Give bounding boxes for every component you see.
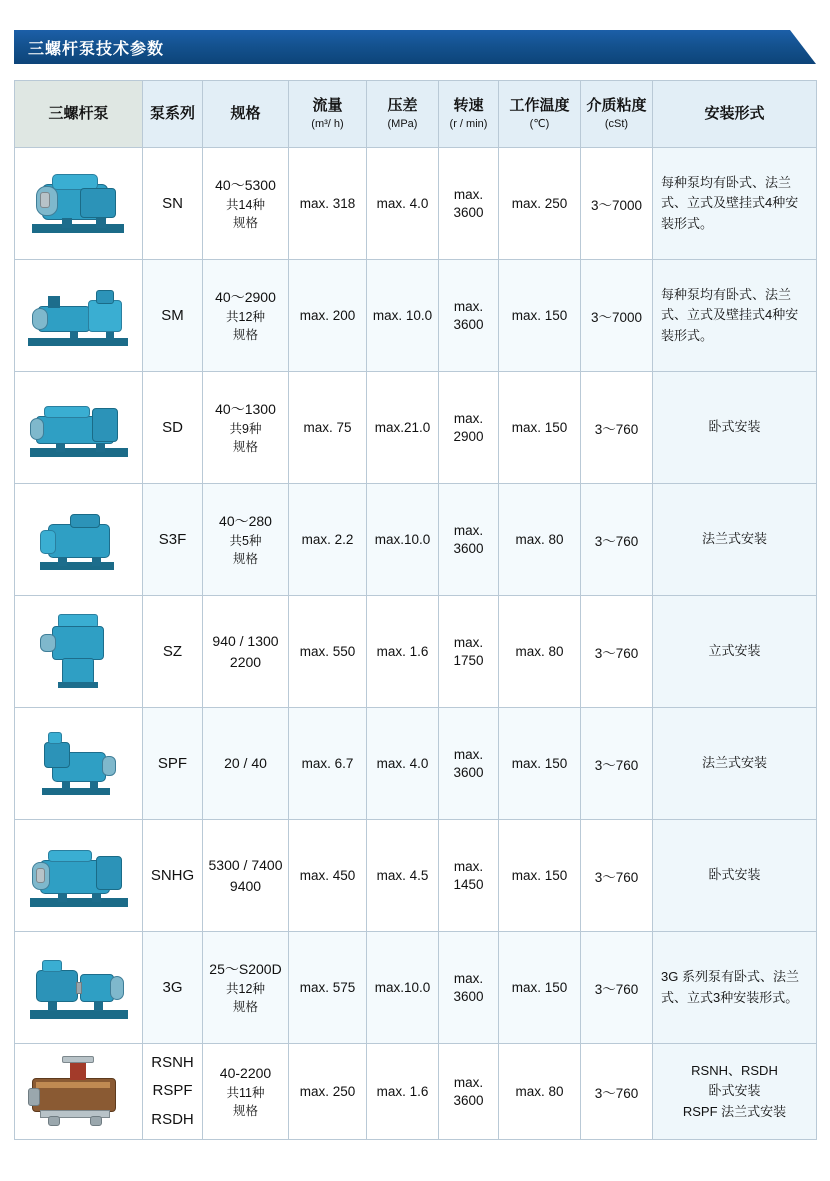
speed-line1: max. <box>453 634 484 650</box>
cell-speed <box>439 484 499 596</box>
cell-pressure: max. 10.0 <box>367 260 439 372</box>
cell-viscosity: 3～760 <box>581 820 653 932</box>
table-header <box>15 81 817 148</box>
column-header-unit: (r / min) <box>449 117 488 130</box>
speed-line1: max. <box>453 298 484 314</box>
cell-pressure: max. 1.6 <box>367 1044 439 1140</box>
table-row <box>15 708 817 820</box>
cell-temperature: max. 150 <box>499 372 581 484</box>
speed-line1: max. <box>453 1074 484 1090</box>
column-header-spec <box>203 81 289 148</box>
pump-image-cell <box>15 596 143 708</box>
table-row <box>15 820 817 932</box>
spec-main: 5300 / 7400 <box>208 857 283 874</box>
column-header-speed <box>439 81 499 148</box>
pump-image-cell <box>15 484 143 596</box>
pump-snhg-icon <box>18 826 140 926</box>
cell-spec <box>203 372 289 484</box>
series-line1: RSNH <box>151 1053 194 1071</box>
table-body <box>15 148 817 1140</box>
column-header-label: 泵系列 <box>149 104 195 122</box>
speed-line1: max. <box>453 858 484 874</box>
series-line2: RSPF <box>152 1082 193 1100</box>
speed-line2: 3600 <box>453 988 484 1004</box>
speed-line1: max. <box>453 746 484 762</box>
cell-pressure: max. 4.0 <box>367 148 439 260</box>
spec-main: 40～2900 <box>215 289 276 306</box>
cell-temperature: max. 80 <box>499 484 581 596</box>
speed-line2: 3600 <box>453 1092 484 1108</box>
spec-main: 20 / 40 <box>224 755 267 772</box>
cell-viscosity: 3～7000 <box>581 260 653 372</box>
cell-speed <box>439 708 499 820</box>
spec-sub2: 规格 <box>232 999 258 1014</box>
table-row <box>15 260 817 372</box>
section-header-bar <box>14 30 816 64</box>
pump-spf-icon <box>18 714 140 814</box>
pump-rsnh-icon <box>18 1048 140 1136</box>
column-header-label: 流量 <box>312 96 343 114</box>
speed-line1: max. <box>453 522 484 538</box>
pump-image-cell <box>15 372 143 484</box>
spec-table <box>14 80 817 1140</box>
spec-sub2: 规格 <box>232 327 258 342</box>
cell-pressure: max. 1.6 <box>367 596 439 708</box>
spec-sub1: 共14种 <box>226 197 265 212</box>
column-header-series <box>143 81 203 148</box>
column-header-label: 规格 <box>230 104 261 122</box>
cell-speed <box>439 148 499 260</box>
table-row <box>15 1044 817 1140</box>
cell-speed <box>439 596 499 708</box>
column-header-install <box>653 81 817 148</box>
pump-3g-icon <box>18 938 140 1038</box>
cell-series: SZ <box>143 596 203 708</box>
cell-install: 卧式安装 <box>653 820 817 932</box>
cell-speed <box>439 260 499 372</box>
cell-series: SPF <box>143 708 203 820</box>
column-header-label: 三螺杆泵 <box>48 104 109 122</box>
speed-line1: max. <box>453 186 484 202</box>
cell-spec <box>203 932 289 1044</box>
cell-series: 3G <box>143 932 203 1044</box>
cell-pressure: max.10.0 <box>367 484 439 596</box>
cell-temperature: max. 80 <box>499 596 581 708</box>
spec-sub1: 共11种 <box>226 1085 265 1100</box>
cell-temperature: max. 150 <box>499 932 581 1044</box>
speed-line2: 3600 <box>453 316 484 332</box>
pump-sd-icon <box>18 378 140 478</box>
page-title: 三螺杆泵技术参数 <box>28 40 165 58</box>
table-row <box>15 932 817 1044</box>
cell-install <box>653 1044 817 1140</box>
install-line1: RSNH、RSDH <box>691 1063 778 1079</box>
pump-image-cell <box>15 260 143 372</box>
series-line3: RSDH <box>151 1110 194 1128</box>
column-header-label: 安装形式 <box>704 104 765 122</box>
table-header-row <box>15 81 817 148</box>
column-header-flow <box>289 81 367 148</box>
column-header-viscosity <box>581 81 653 148</box>
cell-install: 法兰式安装 <box>653 484 817 596</box>
cell-install: 3G 系列泵有卧式、法兰式、立式3种安装形式。 <box>653 932 817 1044</box>
spec-main: 940 / 1300 <box>212 633 279 650</box>
cell-series: SN <box>143 148 203 260</box>
cell-flow: max. 6.7 <box>289 708 367 820</box>
pump-s3f-icon <box>18 490 140 590</box>
cell-pressure: max.10.0 <box>367 932 439 1044</box>
cell-speed <box>439 1044 499 1140</box>
speed-line2: 3600 <box>453 204 484 220</box>
spec-main: 40～5300 <box>215 177 276 194</box>
column-header-pump-image <box>15 81 143 148</box>
cell-speed <box>439 372 499 484</box>
spec-sub1: 2200 <box>229 653 262 670</box>
spec-main: 40-2200 <box>219 1065 272 1082</box>
cell-viscosity: 3～760 <box>581 484 653 596</box>
column-header-unit: (℃) <box>529 117 550 130</box>
cell-install: 每种泵均有卧式、法兰式、立式及壁挂式4种安装形式。 <box>653 148 817 260</box>
cell-series: SM <box>143 260 203 372</box>
column-header-label: 介质粘度 <box>586 96 647 114</box>
column-header-unit: (cSt) <box>604 117 629 130</box>
cell-flow: max. 318 <box>289 148 367 260</box>
cell-series: S3F <box>143 484 203 596</box>
cell-temperature: max. 150 <box>499 820 581 932</box>
table-row <box>15 148 817 260</box>
column-header-unit: (MPa) <box>387 117 418 130</box>
cell-flow: max. 250 <box>289 1044 367 1140</box>
install-line2: 卧式安装 <box>708 1083 761 1099</box>
cell-spec <box>203 708 289 820</box>
spec-sub1: 共9种 <box>229 421 262 436</box>
spec-main: 40～280 <box>219 513 272 530</box>
pump-sz-icon <box>18 602 140 702</box>
cell-spec <box>203 484 289 596</box>
page-root <box>0 30 830 1181</box>
cell-temperature: max. 80 <box>499 1044 581 1140</box>
column-header-label: 压差 <box>387 96 418 114</box>
table-row <box>15 484 817 596</box>
pump-image-cell <box>15 820 143 932</box>
cell-spec <box>203 148 289 260</box>
cell-flow: max. 450 <box>289 820 367 932</box>
cell-flow: max. 75 <box>289 372 367 484</box>
cell-viscosity: 3～760 <box>581 1044 653 1140</box>
cell-viscosity: 3～760 <box>581 596 653 708</box>
pump-sm-icon <box>18 266 140 366</box>
spec-sub2: 规格 <box>232 439 258 454</box>
cell-series <box>143 1044 203 1140</box>
spec-sub2: 规格 <box>232 551 258 566</box>
cell-install: 每种泵均有卧式、法兰式、立式及壁挂式4种安装形式。 <box>653 260 817 372</box>
column-header-label: 转速 <box>453 96 484 114</box>
cell-spec <box>203 260 289 372</box>
column-header-unit: (m³/ h) <box>311 117 344 130</box>
column-header-label: 工作温度 <box>509 96 570 114</box>
cell-flow: max. 550 <box>289 596 367 708</box>
speed-line2: 1450 <box>453 876 484 892</box>
speed-line2: 1750 <box>453 652 484 668</box>
speed-line1: max. <box>453 410 484 426</box>
cell-flow: max. 575 <box>289 932 367 1044</box>
install-line3: RSPF 法兰式安装 <box>682 1103 787 1119</box>
spec-sub1: 9400 <box>229 877 262 894</box>
spec-main: 25～S200D <box>209 961 282 978</box>
pump-sn-icon <box>18 154 140 254</box>
cell-flow: max. 2.2 <box>289 484 367 596</box>
speed-line2: 3600 <box>453 540 484 556</box>
spec-sub2: 规格 <box>232 215 258 230</box>
cell-install: 法兰式安装 <box>653 708 817 820</box>
cell-viscosity: 3～760 <box>581 372 653 484</box>
cell-speed <box>439 820 499 932</box>
cell-spec <box>203 596 289 708</box>
column-header-pressure <box>367 81 439 148</box>
cell-series: SNHG <box>143 820 203 932</box>
cell-pressure: max.21.0 <box>367 372 439 484</box>
speed-line2: 2900 <box>453 428 484 444</box>
cell-viscosity: 3～760 <box>581 932 653 1044</box>
cell-temperature: max. 150 <box>499 260 581 372</box>
cell-viscosity: 3～7000 <box>581 148 653 260</box>
cell-temperature: max. 150 <box>499 708 581 820</box>
spec-sub1: 共12种 <box>226 309 265 324</box>
table-row <box>15 372 817 484</box>
spec-sub1: 共5种 <box>229 533 262 548</box>
cell-series: SD <box>143 372 203 484</box>
spec-main: 40～1300 <box>215 401 276 418</box>
pump-image-cell <box>15 148 143 260</box>
pump-image-cell <box>15 708 143 820</box>
column-header-temperature <box>499 81 581 148</box>
cell-temperature: max. 250 <box>499 148 581 260</box>
cell-pressure: max. 4.5 <box>367 820 439 932</box>
pump-image-cell <box>15 932 143 1044</box>
cell-spec <box>203 1044 289 1140</box>
cell-viscosity: 3～760 <box>581 708 653 820</box>
speed-line2: 3600 <box>453 764 484 780</box>
cell-speed <box>439 932 499 1044</box>
cell-pressure: max. 4.0 <box>367 708 439 820</box>
table-row <box>15 596 817 708</box>
cell-flow: max. 200 <box>289 260 367 372</box>
spec-sub2: 规格 <box>232 1103 258 1118</box>
cell-install: 卧式安装 <box>653 372 817 484</box>
cell-spec <box>203 820 289 932</box>
spec-sub1: 共12种 <box>226 981 265 996</box>
pump-image-cell <box>15 1044 143 1140</box>
speed-line1: max. <box>453 970 484 986</box>
cell-install: 立式安装 <box>653 596 817 708</box>
